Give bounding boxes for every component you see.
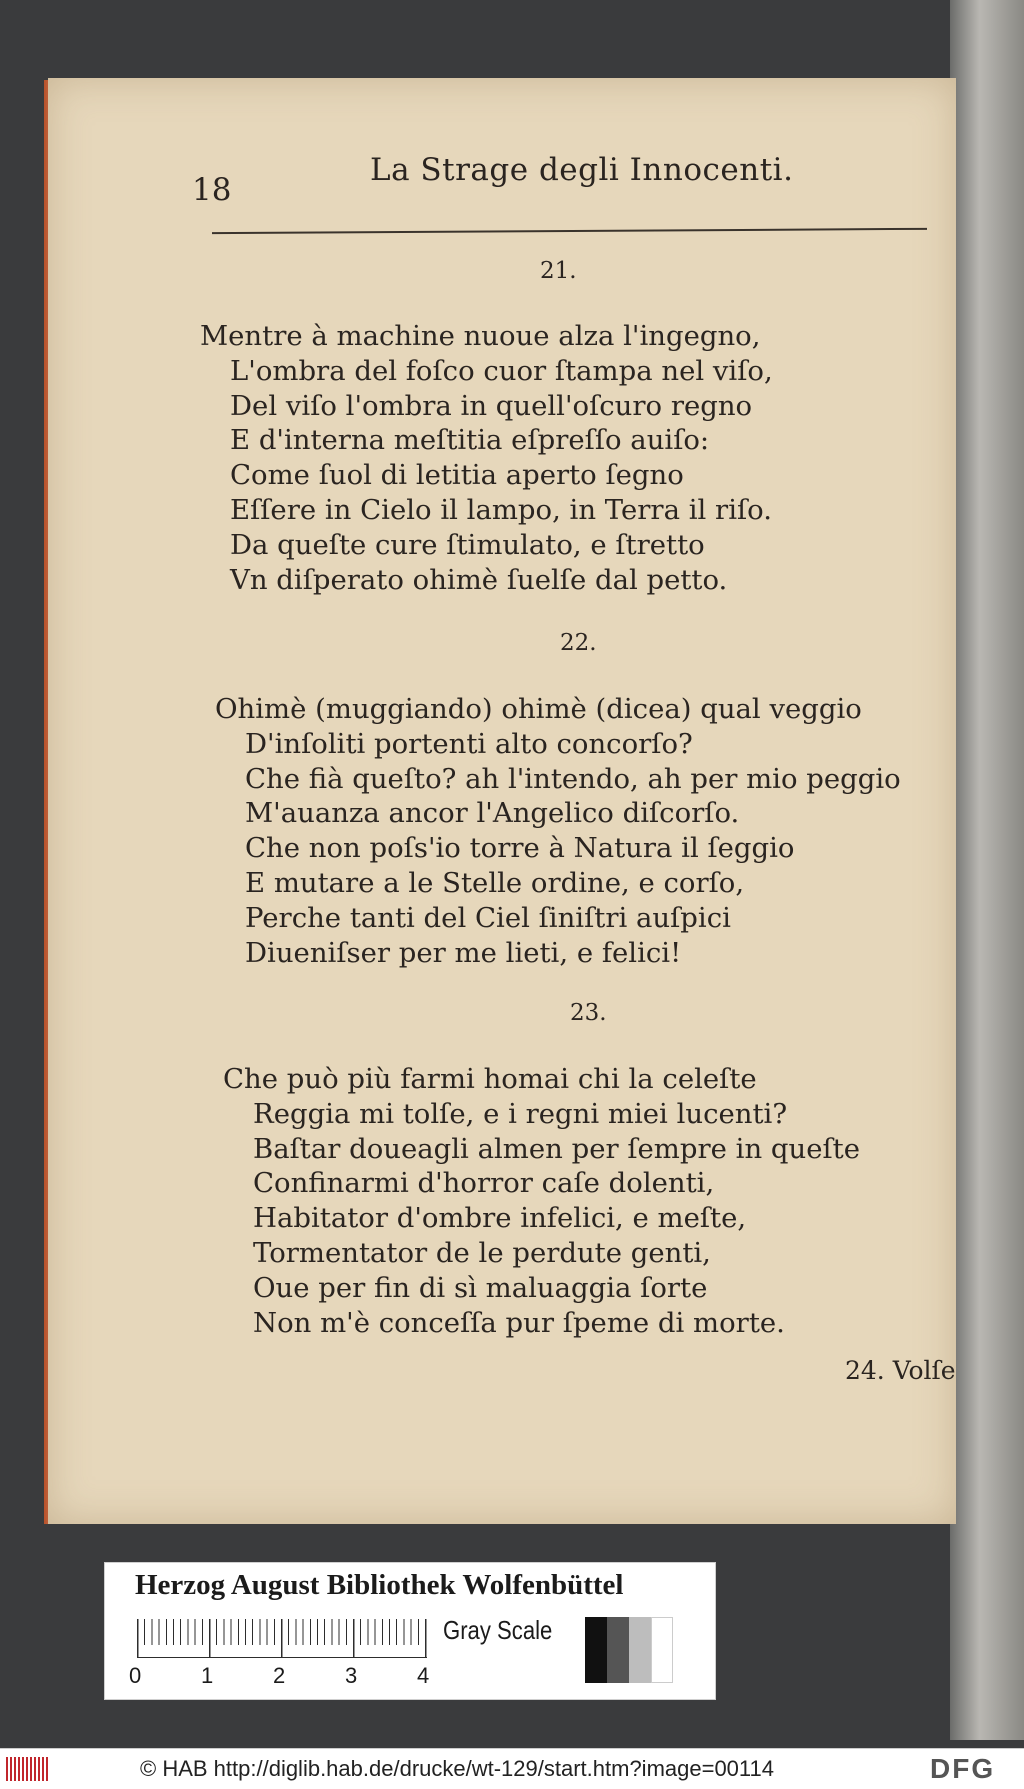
verse-line: Confinarmi d'horror caſe dolenti, <box>253 1167 715 1200</box>
footer-bar <box>0 1748 1024 1789</box>
library-name: Herzog August Bibliothek Wolfenbüttel <box>135 1569 624 1601</box>
page-number: 18 <box>192 172 232 208</box>
stanza-number: 23. <box>570 1000 607 1026</box>
stanza-number: 22. <box>560 630 597 656</box>
catchword: 24. Volſe <box>845 1356 956 1385</box>
background-strip <box>950 0 1024 1740</box>
verse-line: Del viſo l'ombra in quell'oſcuro regno <box>230 389 753 422</box>
ruler-label: 4 <box>417 1663 430 1688</box>
verse-line: E d'interna meſtitia eſpreſſo auiſo: <box>230 424 710 457</box>
ruler-label: 0 <box>129 1663 142 1688</box>
verse-line: Habitator d'ombre infelici, e meſte, <box>253 1202 747 1235</box>
verse-line: D'inſoliti portenti alto concorſo? <box>245 727 693 760</box>
ruler-label: 1 <box>201 1663 214 1688</box>
verse-line: Che fià queſto? ah l'intendo, ah per mio peggio <box>245 762 901 795</box>
verse <box>200 319 773 597</box>
verse-line: Baſtar doueagli almen per ſempre in queſte <box>253 1132 860 1165</box>
verse-line: E mutare a le Stelle ordine, e corſo, <box>245 866 745 899</box>
verse-line: Tormentator de le perdute genti, <box>253 1236 711 1269</box>
verse-line: Ohimè (muggiando) ohimè (dicea) qual veggio <box>215 693 862 725</box>
verse-line: Eſſere in Cielo il lampo, in Terra il riſo. <box>230 493 772 526</box>
verse-line: Diueniſser per me lieti, e felici! <box>245 936 682 969</box>
running-title: La Strage degli Innocenti. <box>370 152 794 188</box>
verse <box>215 692 901 970</box>
verse-line: Come ſuol di letitia aperto ſegno <box>230 459 684 492</box>
verse-line: M'auanza ancor l'Angelico diſcorſo. <box>245 797 740 830</box>
ruler-icon <box>137 1619 427 1658</box>
gray-swatch <box>585 1617 607 1683</box>
verse-line: Vn diſperato ohimè ſuelſe dal petto. <box>230 563 728 596</box>
verse-line: L'ombra del foſco cuor ſtampa nel viſo, <box>230 354 773 387</box>
ruler-label: 2 <box>273 1663 286 1688</box>
verse-line: Non m'è conceſſa pur ſpeme di morte. <box>253 1306 785 1339</box>
gray-swatch <box>607 1617 629 1683</box>
gray-swatch <box>629 1617 651 1683</box>
running-head <box>0 150 1024 208</box>
dfg-logo: DFG <box>930 1753 996 1784</box>
verse-line: Che non poſs'io torre à Natura il ſeggio <box>245 832 795 865</box>
verse-line: Mentre à machine nuoue alza l'ingegno, <box>200 320 761 352</box>
stanza-number: 21. <box>540 258 577 284</box>
gray-swatch <box>651 1617 673 1683</box>
source-url: © HAB http://diglib.hab.de/drucke/wt-129/start.htm?image=00114 <box>140 1756 774 1781</box>
verse-line: Perche tanti del Ciel ſiniſtri auſpici <box>245 901 731 934</box>
verse-line: Da queſte cure ſtimulato, e ſtretto <box>230 528 705 561</box>
gray-scale-label: Gray Scale <box>443 1615 553 1645</box>
calibration-card <box>104 1562 716 1700</box>
verse <box>223 1062 860 1340</box>
verse-line: Reggia mi tolſe, e i regni miei lucenti? <box>253 1097 788 1130</box>
verse-line: Oue per fin di sì maluaggia ſorte <box>253 1271 708 1304</box>
verse-line: Che può più farmi homai chi la celeſte <box>223 1063 757 1095</box>
ruler-label: 3 <box>345 1663 358 1688</box>
barcode-icon <box>6 1757 48 1781</box>
